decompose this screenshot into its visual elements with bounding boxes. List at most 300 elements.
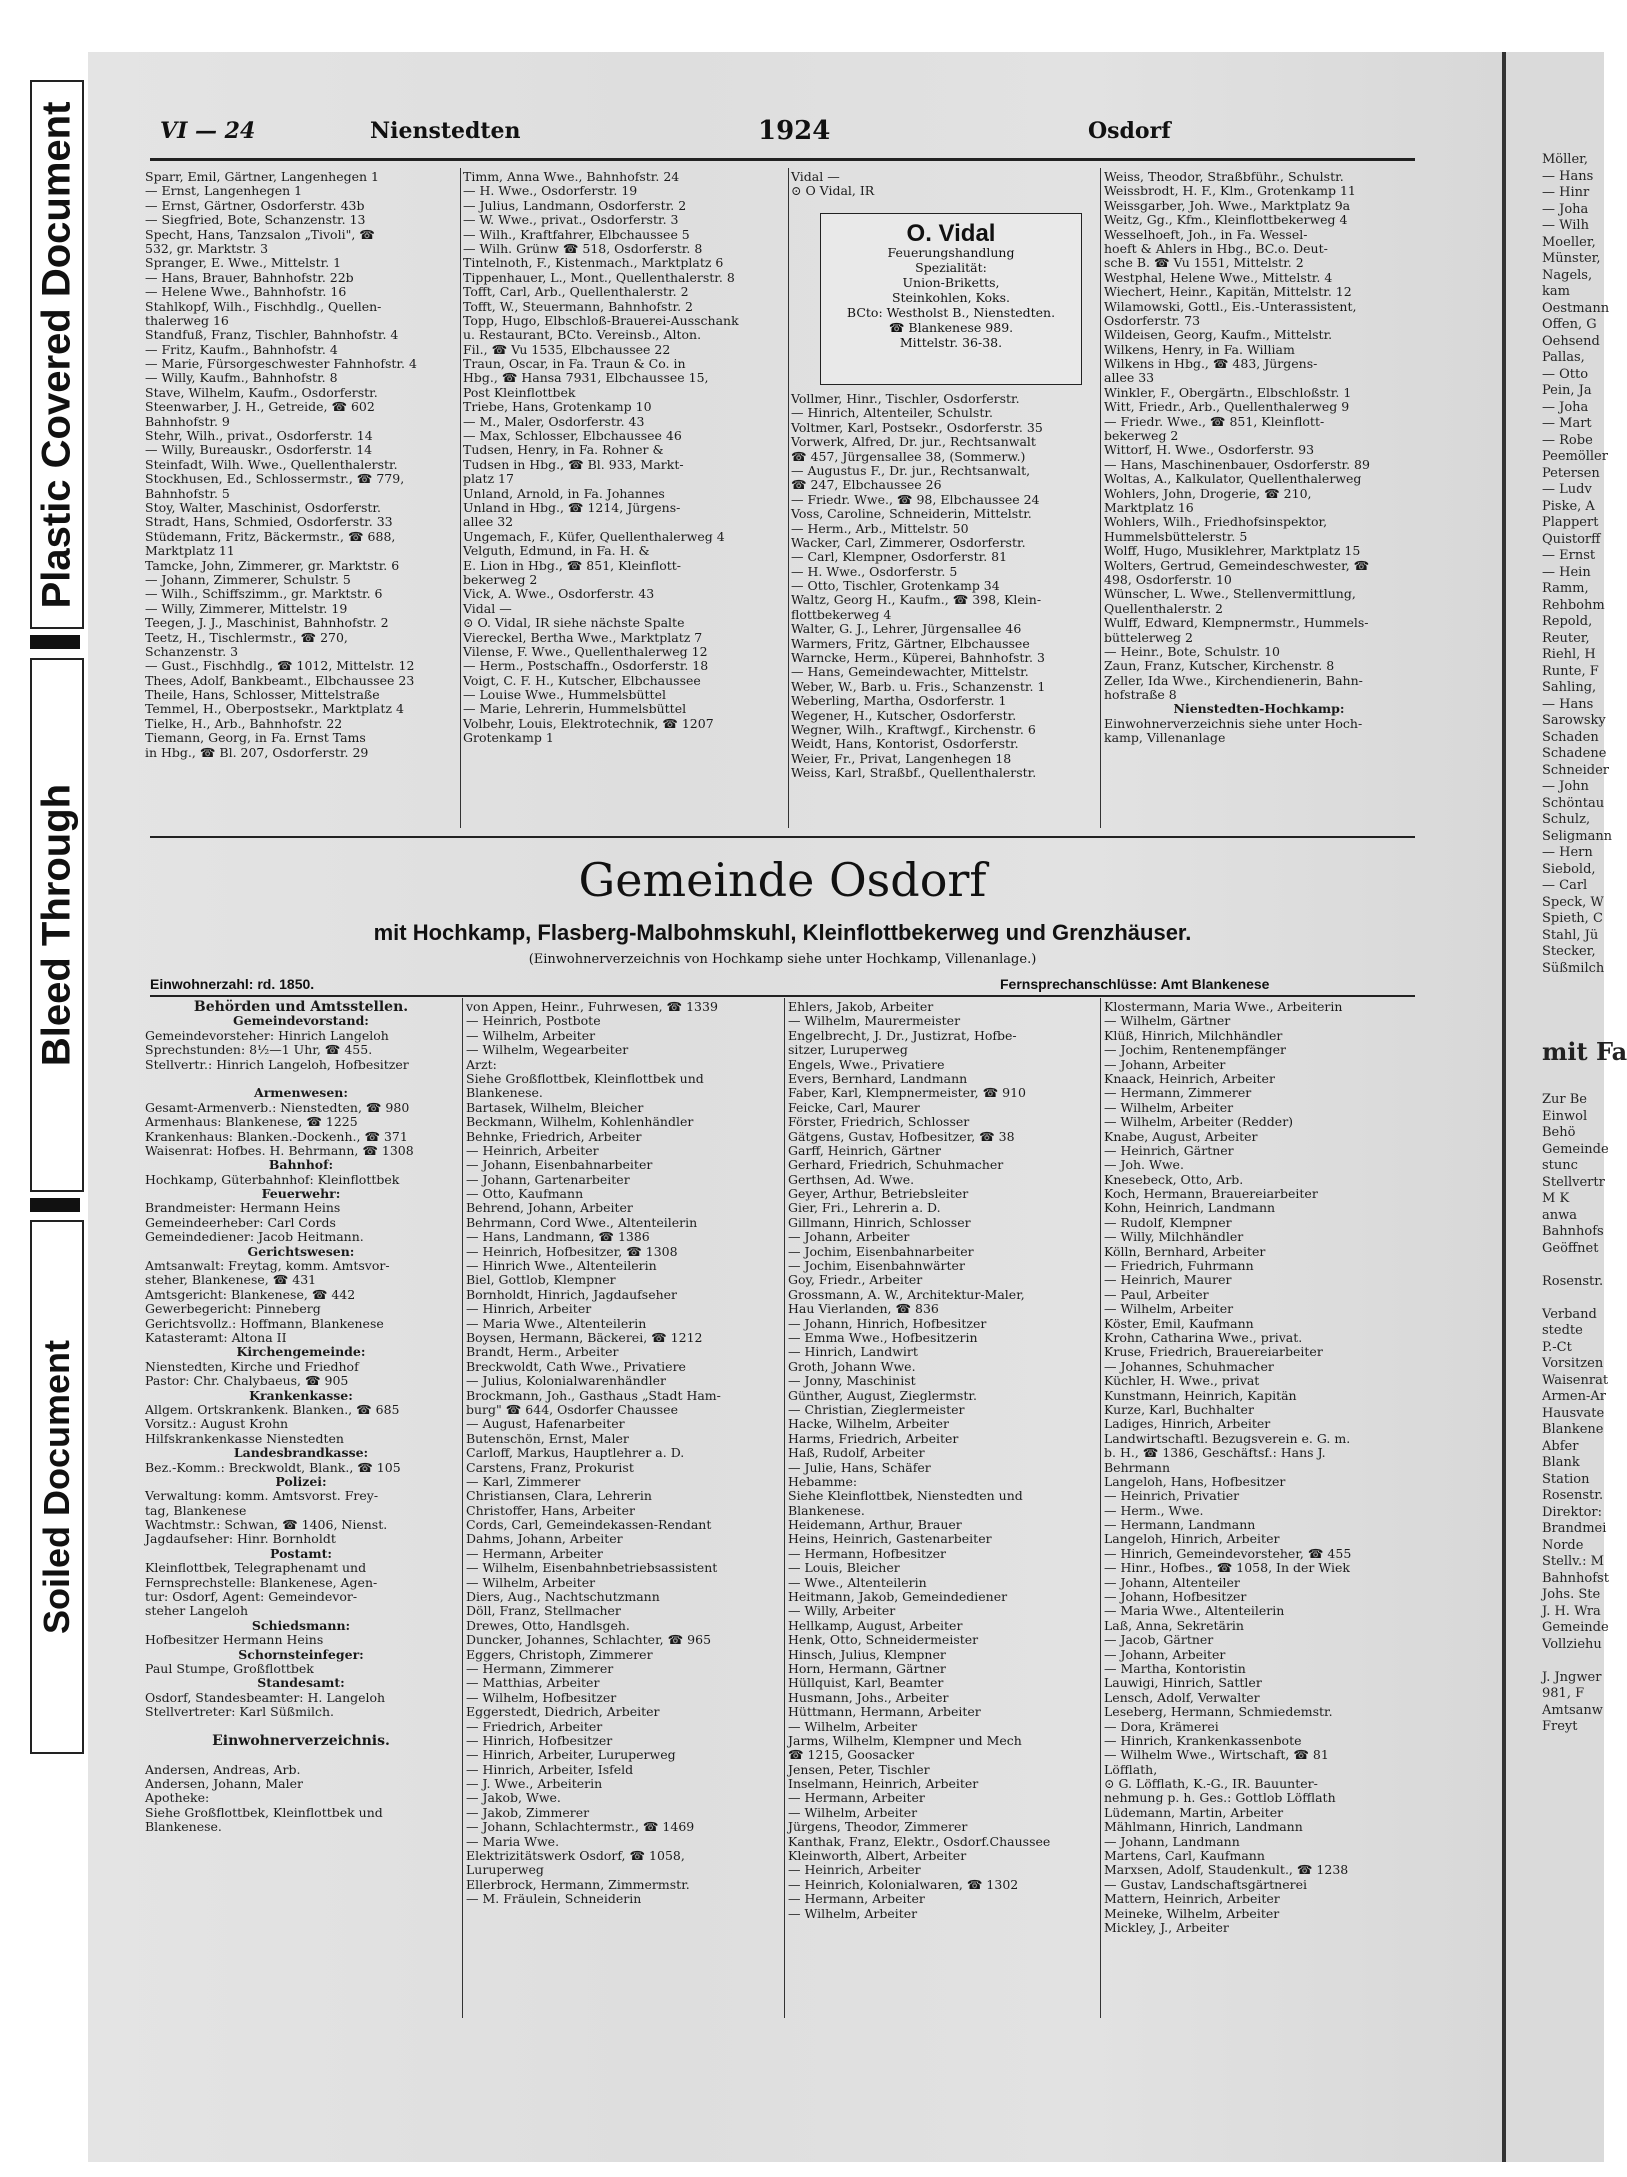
directory-line: Bahnhof: [268, 1157, 334, 1173]
directory-line: — Heinrich, Hofbesitzer, ☎ 1308 [466, 1243, 678, 1259]
adjacent-page-line: Schneider [1542, 762, 1610, 778]
directory-line: Gemeindevorstand: [233, 1013, 369, 1029]
directory-line: Warncke, Herm., Küperei, Bahnhofstr. 3 [791, 650, 1045, 666]
directory-line: Förster, Friedrich, Schlosser [788, 1114, 970, 1130]
directory-line: Bahnhofstr. 5 [145, 485, 230, 501]
directory-line: Schiedsmann: [251, 1617, 351, 1633]
directory-line: — Johann, Altenteiler [1104, 1574, 1240, 1590]
directory-line: Gesamt-Armenverb.: Nienstedten, ☎ 980 [145, 1099, 410, 1115]
adjacent-page-line: stunc [1542, 1158, 1578, 1173]
directory-line: — Wilh., Schiffszimm., gr. Marktstr. 6 [145, 586, 383, 602]
directory-line: — Hinrich, Krankenkassenbote [1104, 1732, 1302, 1748]
directory-line: Schanzenstr. 3 [145, 643, 239, 659]
directory-line: Andersen, Johann, Maler [145, 1776, 303, 1792]
directory-line: Armenwesen: [254, 1085, 348, 1101]
directory-line: — J. Wwe., Arbeiterin [466, 1776, 603, 1792]
directory-line: — Maria Wwe., Altenteilerin [466, 1315, 647, 1331]
directory-line: Mickley, J., Arbeiter [1104, 1920, 1229, 1935]
directory-line: — Wilh. Grünw ☎ 518, Osdorferstr. 8 [463, 240, 703, 256]
directory-line: Mittelstr. 36-38. [899, 335, 1003, 350]
directory-line: Hau Vierlanden, ☎ 836 [788, 1301, 939, 1317]
directory-line: Post Kleinflottbek [463, 384, 576, 400]
directory-line: — Ernst, Langenhegen 1 [145, 183, 303, 199]
directory-line: Garff, Heinrich, Gärtner [788, 1142, 941, 1158]
directory-line: Andersen, Andreas, Arb. [145, 1761, 301, 1777]
adjacent-page [1502, 52, 1627, 2162]
directory-line: Goy, Friedr., Arbeiter [788, 1272, 923, 1288]
directory-line: ☎ 247, Elbchaussee 26 [791, 477, 942, 493]
directory-line: — Wilhelm, Hofbesitzer [466, 1689, 617, 1705]
adjacent-page-line: Süßmilch [1542, 960, 1605, 976]
directory-line: ☎ 1215, Goosacker [788, 1747, 915, 1763]
directory-line: Union-Briketts, [902, 275, 1000, 290]
directory-line: Waisenrat: Hofbes. H. Behrmann, ☎ 1308 [145, 1142, 414, 1158]
directory-line: — Karl, Zimmerer [466, 1473, 581, 1489]
directory-line: Groth, Johann Wwe. [788, 1358, 916, 1374]
directory-line: Teetz, H., Tischlermstr., ☎ 270, [145, 629, 348, 645]
directory-line: Tamcke, John, Zimmerer, gr. Marktstr. 6 [145, 557, 400, 573]
adjacent-page-line: — John [1542, 779, 1589, 794]
directory-line: Sparr, Emil, Gärtner, Langenhegen 1 [145, 169, 379, 184]
directory-line: Theile, Hans, Schlosser, Mittelstraße [145, 687, 380, 703]
directory-line: — Johann, Schlachtermstr., ☎ 1469 [466, 1819, 695, 1835]
adjacent-page-line: M K [1542, 1191, 1570, 1206]
population-info: Einwohnerzahl: rd. 1850. [150, 976, 315, 992]
directory-line: Paul Stumpe, Großflottbek [145, 1660, 314, 1676]
adjacent-page-line: Sarowsky [1542, 713, 1606, 728]
adjacent-page-line: Pein, Ja [1542, 383, 1592, 398]
directory-line: ☎ 457, Jürgensallee 38, (Sommerw.) [791, 448, 1026, 464]
adjacent-page-line: Sahling, [1542, 680, 1597, 695]
directory-line: Biel, Gottlob, Klempner [466, 1272, 616, 1288]
directory-line: Quellenthalerstr. 2 [1104, 600, 1223, 616]
directory-line: 498, Osdorferstr. 10 [1104, 571, 1232, 587]
directory-line: — Emma Wwe., Hofbesitzerin [788, 1329, 978, 1345]
directory-line: Brandmeister: Hermann Heins [145, 1200, 341, 1216]
directory-line: Behrend, Johann, Arbeiter [466, 1200, 633, 1216]
directory-line: Allgem. Ortskrankenk. Blanken., ☎ 685 [145, 1401, 400, 1417]
directory-line: Carstens, Franz, Prokurist [466, 1459, 634, 1475]
directory-line: Wittorf, H. Wwe., Osdorferstr. 93 [1104, 442, 1315, 458]
column-divider [788, 168, 789, 828]
directory-line: — Johann, Eisenbahnarbeiter [466, 1157, 653, 1173]
directory-line: Kurze, Karl, Buchhalter [1104, 1401, 1254, 1417]
directory-line: Beckmann, Wilhelm, Kohlenhändler [466, 1114, 694, 1130]
directory-line: Bornholdt, Hinrich, Jagdaufseher [466, 1286, 678, 1302]
directory-line: — Heinrich, Arbeiter [466, 1142, 599, 1158]
directory-line: Klüß, Hinrich, Milchhändler [1104, 1027, 1283, 1043]
adjacent-section-title: mit Fa [1542, 1037, 1627, 1066]
directory-line: Marktplatz 16 [1104, 499, 1194, 515]
directory-line: — M., Maler, Osdorferstr. 43 [463, 413, 645, 429]
directory-line: — Johann, Landmann [1104, 1833, 1240, 1849]
directory-line: Steinfadt, Wilh. Wwe., Quellenthalerstr. [145, 456, 398, 472]
bleed-through-label: Bleed Through [30, 658, 84, 1192]
directory-line: — Gust., Fischhdlg., ☎ 1012, Mittelstr. 12 [145, 658, 415, 674]
directory-line: — Heinrich, Privatier [1104, 1488, 1240, 1504]
adjacent-page-line: Rosenstr. [1542, 1273, 1604, 1289]
directory-line: Henk, Otto, Schneidermeister [788, 1632, 979, 1648]
directory-line: Steenwarber, J. H., Getreide, ☎ 602 [145, 399, 375, 415]
directory-line: Woltas, A., Kalkulator, Quellenthalerweg [1104, 471, 1362, 487]
directory-line: BCto: Westholst B., Nienstedten. [846, 305, 1056, 320]
adjacent-page-line: Gemeinde [1542, 1620, 1609, 1635]
directory-line: steher Langeloh [145, 1603, 249, 1619]
directory-line: Weissbrodt, H. F., Klm., Grotenkamp 11 [1104, 183, 1356, 199]
directory-line: sche B. ☎ Vu 1551, Mittelstr. 2 [1104, 255, 1304, 271]
directory-line: Ladiges, Hinrich, Arbeiter [1104, 1416, 1271, 1432]
directory-line: Klostermann, Maria Wwe., Arbeiterin [1104, 999, 1343, 1014]
adjacent-page-line: Möller, [1542, 152, 1589, 167]
phone-info: Fernsprechanschlüsse: Amt Blankenese [1000, 976, 1270, 992]
directory-line: Voigt, C. F. H., Kutscher, Elbchaussee [463, 672, 701, 688]
directory-line: Hellkamp, August, Arbeiter [788, 1617, 963, 1633]
directory-line: — August, Hafenarbeiter [466, 1416, 625, 1432]
directory-line: — Augustus F., Dr. jur., Rechtsanwalt, [791, 462, 1031, 478]
adjacent-page-line: Nagels, [1542, 267, 1593, 283]
directory-line: Grossmann, A. W., Architektur-Maler, [788, 1286, 1025, 1302]
directory-line: Hofbesitzer Hermann Heins [145, 1632, 324, 1648]
directory-line: — Julius, Kolonialwarenhändler [466, 1373, 666, 1389]
directory-line: — Dora, Krämerei [1104, 1718, 1219, 1734]
directory-line: — Johann, Arbeiter [1104, 1646, 1226, 1662]
adjacent-page-line: Verband [1542, 1306, 1597, 1322]
directory-line: — Marie, Lehrerin, Hummelsbüttel [463, 701, 687, 717]
directory-line: ⊙ O. Vidal, IR siehe nächste Spalte [463, 615, 685, 631]
directory-line: Feicke, Carl, Maurer [788, 1099, 920, 1115]
directory-line: Marktplatz 11 [145, 543, 235, 559]
adjacent-page-line: J. H. Wra [1542, 1603, 1601, 1619]
directory-line: Wegner, Wilh., Kraftwgf., Kirchenstr. 6 [791, 721, 1036, 737]
ad-company-name: O. Vidal [906, 220, 996, 247]
directory-line: Hebamme: [788, 1473, 858, 1489]
directory-line: Lensch, Adolf, Verwalter [1104, 1689, 1260, 1705]
directory-line: Blankenese. [145, 1819, 222, 1835]
directory-line: Wohlers, Wilh., Friedhofsinspektor, [1104, 514, 1328, 530]
top-column-3-head [791, 170, 1091, 210]
directory-line: Elektrizitätswerk Osdorf, ☎ 1058, [466, 1848, 685, 1864]
directory-line: Stahlkopf, Wilh., Fischhdlg., Quellen- [145, 298, 382, 314]
directory-line: Wiechert, Heinr., Kapitän, Mittelstr. 12 [1104, 284, 1352, 300]
directory-line: — Wilhelm, Arbeiter [788, 1804, 918, 1820]
directory-line: Weidt, Hans, Kontorist, Osdorferstr. [791, 736, 1019, 752]
directory-line: Heins, Heinrich, Gastenarbeiter [788, 1531, 992, 1547]
adjacent-page-line: Stahl, Jü [1542, 927, 1599, 943]
adjacent-page-line: Hausvate [1542, 1405, 1605, 1421]
directory-line: — Hans, Landmann, ☎ 1386 [466, 1229, 650, 1245]
adjacent-page-line: Abfer [1542, 1438, 1579, 1454]
directory-line: b. H., ☎ 1386, Geschäftsf.: Hans J. [1104, 1445, 1326, 1461]
adjacent-page-line: — Mart [1542, 416, 1592, 431]
directory-line: u. Restaurant, BCto. Vereinsb., Alton. [463, 327, 702, 343]
bottom-column-2 [466, 1000, 786, 2030]
directory-line: Warmers, Fritz, Gärtner, Elbchaussee [791, 635, 1030, 651]
directory-line: Köster, Emil, Kaufmann [1104, 1315, 1254, 1331]
page-number: VI — 24 [160, 118, 256, 144]
directory-line: — Willy, Bureauskr., Osdorferstr. 14 [145, 442, 373, 458]
directory-line: Volbehr, Louis, Elektrotechnik, ☎ 1207 [463, 715, 714, 731]
adjacent-page-line: Amtsanw [1542, 1702, 1603, 1718]
adjacent-page-line: J. Jngwer [1542, 1669, 1602, 1685]
directory-line: Kölln, Bernhard, Arbeiter [1104, 1243, 1266, 1259]
directory-line: — Heinrich, Maurer [1104, 1272, 1232, 1288]
directory-line: — Maria Wwe. [466, 1833, 560, 1849]
directory-line: Bahnhofstr. 9 [145, 413, 230, 429]
directory-line: Günther, August, Zieglermstr. [788, 1387, 977, 1403]
directory-line: Pastor: Chr. Chalybaeus, ☎ 905 [145, 1373, 349, 1389]
directory-line: Spezialität: [915, 260, 987, 275]
directory-line: Vick, A. Wwe., Osdorferstr. 43 [463, 586, 655, 602]
directory-line: — Julius, Landmann, Osdorferstr. 2 [463, 197, 687, 213]
column-divider [784, 998, 785, 2018]
adjacent-page-line: Rosenstr. [1542, 1488, 1604, 1503]
directory-line: Gier, Fri., Lehrerin a. D. [788, 1200, 941, 1216]
directory-line: Osdorferstr. 73 [1104, 312, 1201, 328]
adjacent-page-line: Schadene [1542, 746, 1607, 761]
directory-line: Walter, G. J., Lehrer, Jürgensallee 46 [791, 621, 1022, 637]
adjacent-page-line: Moeller, [1542, 234, 1596, 250]
directory-line: — Hermann, Hofbesitzer [788, 1545, 946, 1561]
directory-line: — Hermann, Arbeiter [788, 1790, 925, 1806]
directory-line: — Friedrich, Fuhrmann [1104, 1258, 1254, 1274]
adjacent-page-line: — Joha [1542, 399, 1589, 415]
directory-line: Geyer, Arthur, Betriebsleiter [788, 1186, 969, 1202]
adjacent-page-line: Schulz, [1542, 812, 1591, 827]
directory-line: Stüdemann, Fritz, Bäckermstr., ☎ 688, [145, 528, 396, 544]
adjacent-page-line: Siebold, [1542, 861, 1596, 877]
adjacent-page-line: Oehsend [1542, 333, 1600, 349]
directory-line: Mählmann, Hinrich, Landmann [1104, 1819, 1303, 1835]
directory-line: Hüttmann, Hermann, Arbeiter [788, 1704, 981, 1720]
directory-line: ☎ Blankenese 989. [888, 320, 1014, 335]
directory-line: Tintelnoth, F., Kistenmach., Marktplatz 6 [463, 255, 724, 271]
directory-line: — Johann, Zimmerer, Schulstr. 5 [145, 571, 351, 587]
directory-line: Weberling, Martha, Osdorferstr. 1 [791, 693, 1007, 709]
header-left-place: Nienstedten [370, 118, 521, 144]
directory-line: Gemeindevorsteher: Hinrich Langeloh [145, 1027, 389, 1043]
directory-line: Wolters, Gertrud, Gemeindeschwester, ☎ [1104, 557, 1370, 573]
adjacent-page-line: Speck, W [1542, 894, 1604, 910]
section-rule [150, 836, 1415, 838]
directory-line: Langeloh, Hans, Hofbesitzer [1104, 1473, 1286, 1489]
adjacent-page-line: Blank [1542, 1455, 1580, 1470]
directory-line: Zeller, Ida Wwe., Kirchendienerin, Bahn- [1104, 672, 1363, 688]
directory-line: — Jochim, Rentenempfänger [1104, 1042, 1286, 1058]
vidal-advertisement [820, 213, 1082, 385]
directory-line: bekerweg 2 [463, 571, 538, 587]
directory-line: — Wilhelm, Eisenbahnbetriebsassistent [466, 1560, 718, 1576]
directory-line: Spranger, E. Wwe., Mittelstr. 1 [145, 255, 342, 271]
adjacent-page-line: Freyt [1542, 1719, 1578, 1734]
directory-line: Wilkens, Henry, in Fa. William [1104, 341, 1295, 357]
directory-line: Kunstmann, Heinrich, Kapitän [1104, 1387, 1297, 1403]
directory-line: Carloff, Markus, Hauptlehrer a. D. [466, 1445, 685, 1461]
directory-line: Vollmer, Hinr., Tischler, Osdorferstr. [791, 391, 1020, 406]
adjacent-page-line: Spieth, C [1542, 911, 1603, 926]
top-column-1 [145, 170, 457, 830]
directory-line: Voltmer, Karl, Postsekr., Osdorferstr. 35 [791, 419, 1043, 435]
directory-line: Dahms, Johann, Arbeiter [466, 1531, 623, 1547]
directory-line: Landwirtschaftl. Bezugsverein e. G. m. [1104, 1430, 1351, 1446]
directory-line: Marxsen, Adolf, Staudenkult., ☎ 1238 [1104, 1862, 1349, 1878]
directory-line: — Jakob, Wwe. [466, 1790, 561, 1806]
directory-line: — Jakob, Zimmerer [466, 1804, 590, 1820]
directory-line: — Hans, Brauer, Bahnhofstr. 22b [145, 269, 354, 285]
adjacent-page-line: Ramm, [1542, 581, 1589, 596]
adjacent-page-line: — Ludv [1542, 482, 1592, 497]
directory-line: Löfflath, [1104, 1761, 1158, 1777]
directory-line: Landesbrandkasse: [233, 1445, 369, 1461]
directory-line: Vorwerk, Alfred, Dr. jur., Rechtsanwalt [791, 434, 1036, 450]
directory-line: nehmung p. h. Ges.: Gottlob Löfflath [1104, 1790, 1336, 1806]
top-column-4 [1104, 170, 1414, 830]
adjacent-page-line: — Hans [1542, 168, 1594, 184]
directory-line: — Friedr. Wwe., ☎ 851, Kleinflott- [1104, 413, 1325, 429]
directory-line: — Hinrich, Arbeiter, Luruperweg [466, 1747, 676, 1763]
soiled-document-label: Soiled Document [30, 1220, 84, 1754]
directory-line: büttelerweg 2 [1104, 629, 1193, 645]
directory-line: — Wilhelm, Arbeiter [1104, 1099, 1234, 1115]
bottom-column-4 [1104, 1000, 1414, 2030]
directory-line: Heitmann, Jakob, Gemeindediener [788, 1589, 1008, 1605]
directory-line: Boysen, Hermann, Bäckerei, ☎ 1212 [466, 1329, 703, 1345]
adjacent-page-line: Station [1542, 1471, 1590, 1487]
directory-line: — Jochim, Eisenbahnarbeiter [788, 1243, 974, 1259]
directory-line: Postamt: [270, 1545, 332, 1561]
adjacent-page-line: Rehbohm [1542, 597, 1605, 613]
adjacent-page-line: Brandmei [1542, 1521, 1607, 1536]
directory-line: Krohn, Catharina Wwe., privat. [1104, 1329, 1303, 1345]
adjacent-page-line: — Otto [1542, 366, 1589, 382]
directory-line: Temmel, H., Oberpostsekr., Marktplatz 4 [145, 701, 404, 717]
directory-line: — M. Fräulein, Schneiderin [466, 1891, 642, 1907]
directory-line: bekerweg 2 [1104, 428, 1179, 444]
directory-line: — Max, Schlosser, Elbchaussee 46 [463, 428, 682, 444]
directory-line: Tudsen in Hbg., ☎ Bl. 933, Markt- [463, 456, 684, 472]
directory-line: Drewes, Otto, Handlsgeh. [466, 1617, 630, 1633]
adjacent-page-line: Repold, [1542, 614, 1593, 629]
directory-line: Apotheke: [145, 1790, 210, 1806]
directory-line: Stellvertreter: Karl Süßmilch. [145, 1704, 334, 1720]
directory-line: Amtsanwalt: Freytag, komm. Amtsvor- [145, 1258, 390, 1274]
directory-line: — Herm., Arb., Mittelstr. 50 [791, 520, 969, 536]
adjacent-page-line: kam [1542, 284, 1570, 299]
adjacent-page-line: Offen, G [1542, 317, 1597, 332]
section-rule [150, 995, 1415, 997]
directory-line: Feuerwehr: [261, 1186, 341, 1202]
adjacent-page-line: Behö [1542, 1125, 1576, 1140]
directory-line: Weitz, Gg., Kfm., Kleinflottbekerweg 4 [1104, 212, 1348, 228]
directory-line: — Christian, Zieglermeister [788, 1401, 965, 1417]
directory-line: Wachtmstr.: Schwan, ☎ 1406, Nienst. [145, 1517, 388, 1533]
directory-line: Stockhusen, Ed., Schlossermstr., ☎ 779, [145, 471, 405, 487]
directory-line: hofstraße 8 [1104, 687, 1177, 703]
directory-line: Vidal — [463, 600, 512, 616]
directory-line: Stradt, Hans, Schmied, Osdorferstr. 33 [145, 514, 393, 530]
directory-line: — Hermann, Zimmerer [1104, 1085, 1252, 1101]
directory-line: Hacke, Wilhelm, Arbeiter [788, 1416, 949, 1432]
directory-line: Siehe Großflottbek, Kleinflottbek und [145, 1804, 383, 1820]
directory-line: Nienstedten, Kirche und Friedhof [145, 1358, 359, 1374]
directory-line: — Wwe., Altenteilerin [788, 1574, 927, 1590]
directory-line: Hbg., ☎ Hansa 7931, Elbchaussee 15, [463, 370, 709, 386]
directory-line: Ehlers, Jakob, Arbeiter [788, 999, 934, 1014]
directory-line: Breckwoldt, Cath Wwe., Privatiere [466, 1358, 686, 1374]
directory-line: Verwaltung: komm. Amtsvorst. Frey- [145, 1488, 379, 1504]
directory-line: Knesebeck, Otto, Arb. [1104, 1171, 1244, 1187]
directory-line: — Hinrich, Altenteiler, Schulstr. [791, 405, 993, 421]
directory-line: — Friedrich, Arbeiter [466, 1718, 603, 1734]
directory-line: — Wilhelm, Arbeiter [1104, 1301, 1234, 1317]
directory-line: Topp, Hugo, Elbschloß-Brauerei-Ausschank [463, 312, 739, 328]
adjacent-page-line: Bahnhofs [1542, 1224, 1604, 1239]
directory-line: Husmann, Johs., Arbeiter [788, 1689, 949, 1705]
directory-line: — Willy, Arbeiter [788, 1603, 896, 1619]
directory-line: Christiansen, Clara, Lehrerin [466, 1488, 652, 1504]
directory-line: burg" ☎ 644, Osdorfer Chaussee [466, 1401, 678, 1417]
column-divider [1100, 168, 1101, 828]
directory-line: Osdorf, Standesbeamter: H. Langeloh [145, 1689, 386, 1705]
directory-line: Specht, Hans, Tanzsalon „Tivoli", ☎ [145, 226, 375, 242]
directory-line: Wesselhoeft, Joh., in Fa. Wessel- [1104, 226, 1308, 242]
directory-line: Jürgens, Theodor, Zimmerer [788, 1819, 968, 1835]
directory-line: Koch, Hermann, Brauereiarbeiter [1104, 1186, 1318, 1202]
directory-line: — Hinrich Wwe., Altenteilerin [466, 1258, 657, 1274]
directory-line: Weber, W., Barb. u. Fris., Schanzenstr. 1 [791, 678, 1046, 694]
directory-line: — Friedr. Wwe., ☎ 98, Elbchaussee 24 [791, 491, 1040, 507]
directory-line: Vidal — [791, 169, 840, 184]
adjacent-page-line: Stecker, [1542, 944, 1596, 959]
directory-line: Kruse, Friedrich, Brauereiarbeiter [1104, 1344, 1323, 1360]
directory-line: Wildeisen, Georg, Kaufm., Mittelstr. [1104, 327, 1333, 343]
directory-line: Ellerbrock, Hermann, Zimmermstr. [466, 1876, 690, 1892]
directory-line: Teegen, J. J., Maschinist, Bahnhofstr. 2 [145, 615, 389, 631]
directory-line: — Otto, Kaufmann [466, 1186, 584, 1202]
directory-line: Jensen, Peter, Tischler [788, 1761, 930, 1777]
directory-line: — Hinrich, Arbeiter, Isfeld [466, 1761, 634, 1777]
directory-line: Krankenhaus: Blanken.-Dockenh., ☎ 371 [145, 1128, 408, 1144]
section-title: Gemeinde Osdorf [578, 853, 987, 907]
directory-line: E. Lion in Hbg., ☎ 851, Kleinflott- [463, 557, 682, 573]
directory-line: Stave, Wilhelm, Kaufm., Osdorferstr. [145, 384, 378, 400]
directory-line: Vilense, F. Wwe., Quellenthalerweg 12 [463, 643, 708, 659]
adjacent-page-line: Petersen [1542, 465, 1600, 481]
directory-line: Weiss, Karl, Straßbf., Quellenthalerstr. [791, 765, 1037, 781]
directory-line: Gerhard, Friedrich, Schuhmacher [788, 1157, 1004, 1173]
adjacent-page-line: Reuter, [1542, 630, 1590, 646]
column-divider [1100, 998, 1101, 2018]
directory-line: Einwohnerverzeichnis. [212, 1732, 390, 1749]
directory-line: Wegener, H., Kutscher, Osdorferstr. [791, 707, 1017, 723]
directory-line: — Wilhelm, Arbeiter [466, 1574, 596, 1590]
directory-line: — Heinrich, Arbeiter [788, 1862, 921, 1878]
sidebar [30, 80, 80, 1780]
directory-line: Sprechstunden: 8½—1 Uhr, ☎ 455. [145, 1042, 373, 1058]
directory-line: — Hermann, Arbeiter [788, 1891, 925, 1907]
directory-line: Inselmann, Heinrich, Arbeiter [788, 1776, 979, 1792]
directory-line: Stoy, Walter, Maschinist, Osdorferstr. [145, 499, 381, 515]
directory-line: Luruperweg [466, 1862, 544, 1878]
directory-line: Arzt: [466, 1056, 497, 1072]
directory-line: Steinkohlen, Koks. [891, 290, 1011, 305]
directory-line: — Herm., Wwe. [1104, 1502, 1204, 1518]
directory-line: Mattern, Heinrich, Arbeiter [1104, 1891, 1280, 1907]
directory-line: Bez.-Komm.: Breckwoldt, Blank., ☎ 105 [145, 1459, 401, 1475]
directory-line: — Siegfried, Bote, Schanzenstr. 13 [145, 212, 366, 228]
top-column-2 [463, 170, 785, 830]
directory-line: — W. Wwe., privat., Osdorferstr. 3 [463, 212, 679, 228]
directory-line: Hüllquist, Karl, Beamter [788, 1675, 944, 1691]
